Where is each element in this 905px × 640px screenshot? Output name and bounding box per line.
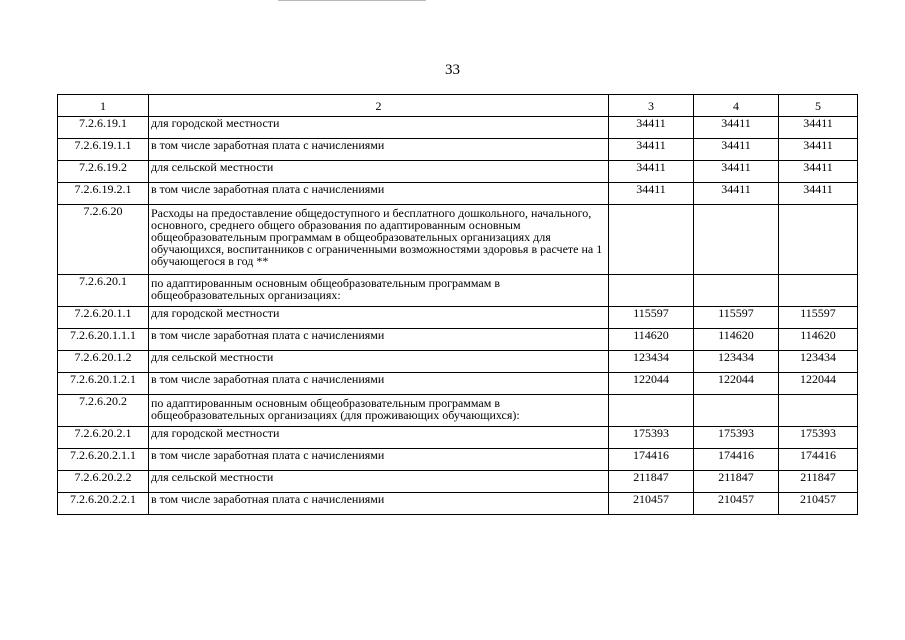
row-value-col4: 34411 [694, 117, 779, 139]
row-value-col5: 210457 [779, 493, 858, 515]
row-value-col3: 174416 [609, 449, 694, 471]
row-code: 7.2.6.19.2 [58, 161, 149, 183]
row-value-col4: 211847 [694, 471, 779, 493]
row-description: для городской местности [149, 117, 609, 139]
row-value-col5: 115597 [779, 307, 858, 329]
table-row [58, 139, 858, 161]
row-value-col5: 123434 [779, 351, 858, 373]
row-value-col4 [694, 205, 779, 275]
row-code: 7.2.6.20.2.2.1 [58, 493, 149, 515]
row-description: для городской местности [149, 307, 609, 329]
row-description: в том числе заработная плата с начислениями [149, 329, 609, 351]
row-description: для сельской местности [149, 161, 609, 183]
column-header-3: 3 [609, 95, 694, 117]
row-value-col3: 122044 [609, 373, 694, 395]
row-value-col3: 114620 [609, 329, 694, 351]
table-row [58, 493, 858, 515]
row-value-col4: 34411 [694, 161, 779, 183]
row-value-col3: 211847 [609, 471, 694, 493]
row-value-col4: 210457 [694, 493, 779, 515]
row-value-col5 [779, 275, 858, 307]
table-row [58, 275, 858, 307]
top-divider [278, 0, 426, 1]
column-header-2: 2 [149, 95, 609, 117]
row-value-col4: 174416 [694, 449, 779, 471]
row-description: в том числе заработная плата с начислениями [149, 139, 609, 161]
table-row [58, 395, 858, 427]
row-description: в том числе заработная плата с начислениями [149, 373, 609, 395]
row-description: Расходы на предоставление общедоступного и бесплатного дошкольного, начального, основного, среднего общего образования по адаптированным основным общеобразовательным программам в общеобразовательных организациях для обучающихся, воспитанников с ограниченными возможностями здоровья в расчете на 1 обучающегося в год ** [149, 205, 609, 275]
row-code: 7.2.6.20.1.2.1 [58, 373, 149, 395]
row-value-col3: 34411 [609, 139, 694, 161]
budget-table [57, 94, 858, 515]
row-code: 7.2.6.19.2.1 [58, 183, 149, 205]
column-header-4: 4 [694, 95, 779, 117]
row-value-col4: 122044 [694, 373, 779, 395]
table-row [58, 351, 858, 373]
table-row [58, 205, 858, 275]
row-value-col4: 115597 [694, 307, 779, 329]
row-code: 7.2.6.20.2.1.1 [58, 449, 149, 471]
table-row [58, 117, 858, 139]
row-value-col5: 34411 [779, 161, 858, 183]
row-value-col5: 122044 [779, 373, 858, 395]
column-header-1: 1 [58, 95, 149, 117]
row-code: 7.2.6.20.1.1.1 [58, 329, 149, 351]
row-code: 7.2.6.20.1.1 [58, 307, 149, 329]
row-value-col5: 211847 [779, 471, 858, 493]
row-value-col5: 34411 [779, 183, 858, 205]
row-description: для городской местности [149, 427, 609, 449]
row-value-col5: 174416 [779, 449, 858, 471]
row-description: в том числе заработная плата с начислениями [149, 493, 609, 515]
page-number: 33 [445, 62, 460, 78]
row-value-col3: 210457 [609, 493, 694, 515]
row-value-col4: 34411 [694, 139, 779, 161]
row-description: в том числе заработная плата с начислениями [149, 183, 609, 205]
row-value-col5 [779, 205, 858, 275]
row-value-col3 [609, 275, 694, 307]
row-code: 7.2.6.20.1 [58, 275, 149, 307]
row-value-col4 [694, 395, 779, 427]
row-value-col4: 114620 [694, 329, 779, 351]
row-description: для сельской местности [149, 351, 609, 373]
table-row [58, 161, 858, 183]
row-value-col5: 175393 [779, 427, 858, 449]
table-row [58, 471, 858, 493]
row-value-col4 [694, 275, 779, 307]
row-code: 7.2.6.19.1.1 [58, 139, 149, 161]
row-code: 7.2.6.20.1.2 [58, 351, 149, 373]
table-row [58, 427, 858, 449]
row-description: по адаптированным основным общеобразовательным программам в общеобразовательных организациях: [149, 275, 609, 307]
table-row [58, 329, 858, 351]
table-header-row [58, 95, 858, 117]
table-row [58, 183, 858, 205]
row-code: 7.2.6.20.2 [58, 395, 149, 427]
row-value-col5: 34411 [779, 139, 858, 161]
row-value-col4: 123434 [694, 351, 779, 373]
row-value-col3: 115597 [609, 307, 694, 329]
row-value-col5: 114620 [779, 329, 858, 351]
table-row [58, 307, 858, 329]
table-row [58, 373, 858, 395]
row-value-col3: 123434 [609, 351, 694, 373]
row-value-col5: 34411 [779, 117, 858, 139]
column-header-5: 5 [779, 95, 858, 117]
row-code: 7.2.6.20.2.2 [58, 471, 149, 493]
table-row [58, 449, 858, 471]
row-value-col4: 175393 [694, 427, 779, 449]
row-value-col3: 34411 [609, 161, 694, 183]
row-value-col3 [609, 205, 694, 275]
row-description: по адаптированным основным общеобразовательным программам в общеобразовательных организациях (для проживающих обучающихся): [149, 395, 609, 427]
row-code: 7.2.6.20 [58, 205, 149, 275]
row-value-col5 [779, 395, 858, 427]
row-value-col3: 34411 [609, 117, 694, 139]
row-code: 7.2.6.19.1 [58, 117, 149, 139]
row-value-col3: 175393 [609, 427, 694, 449]
row-code: 7.2.6.20.2.1 [58, 427, 149, 449]
row-description: для сельской местности [149, 471, 609, 493]
row-description: в том числе заработная плата с начислениями [149, 449, 609, 471]
row-value-col3: 34411 [609, 183, 694, 205]
row-value-col3 [609, 395, 694, 427]
row-value-col4: 34411 [694, 183, 779, 205]
